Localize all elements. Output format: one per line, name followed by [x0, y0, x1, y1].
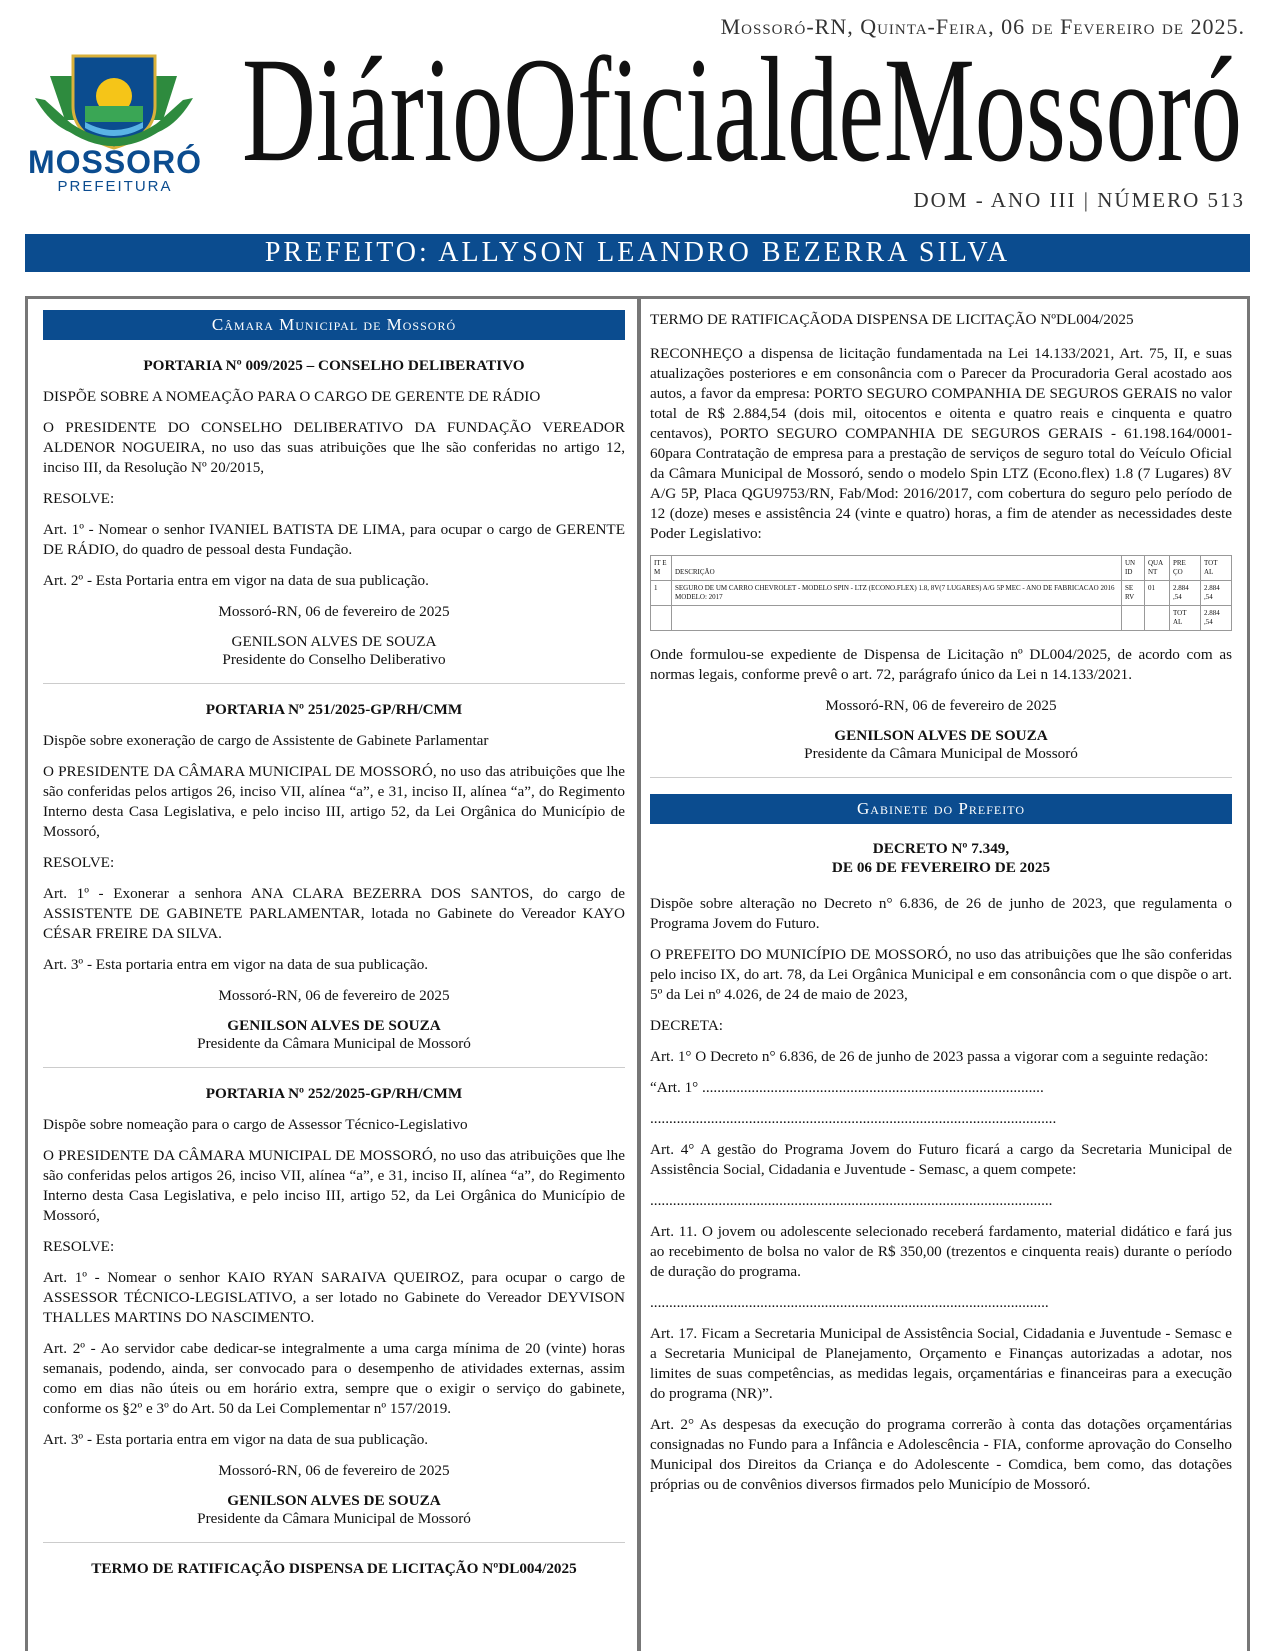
portaria-252-art2: Art. 2º - Ao servidor cabe dedicar-se integralmente a uma carga mínima de 20 (vinte) horas semanais, podendo, ainda, ser convocado para o desempenho de atividades externas, assim como em dias não úteis ou em horário extra, sempre que o exigir o serviço do gabinete, conforme os §2º e 3º do Art. 50 da Lei Complementar nº 157/2019. [43, 1340, 625, 1417]
portaria-252-art3: Art. 3º - Esta portaria entra em vigor na data de sua publicação. [43, 1431, 429, 1448]
portaria-252-subject: Dispõe sobre nomeação para o cargo de Assessor Técnico-Legislativo [43, 1116, 468, 1133]
column-divider [637, 298, 641, 1651]
portaria-252-art1: Art. 1º - Nomear o senhor KAIO RYAN SARAIVA QUEIROZ, para ocupar o cargo de ASSESSOR TÉCNICO-LEGISLATIVO, a ser lotado no Gabinete do Vereador DEYVISON THALLES MARTINS DO NASCIMENTO. [43, 1269, 625, 1326]
portaria-009-place: Mossoró-RN, 06 de fevereiro de 2025 [218, 603, 450, 620]
decreto-preamble: O PREFEITO DO MUNICÍPIO DE MOSSORÓ, no uso das atribuições que lhe são conferidas pelo inciso IX, do art. 78, da Lei Orgânica Municipal e em consonância com o que dispõe o art. 5º da Lei nº 4.026, de 24 de maio de 2023, [650, 946, 1232, 1003]
td-unid: SE RV [1122, 581, 1145, 606]
td-total-label: TOT AL [1170, 606, 1201, 631]
td-preco: 2.884 ,54 [1170, 581, 1201, 606]
masthead-title-text: DiárioOficialdeMossoró [242, 42, 1242, 182]
table-row [651, 581, 1232, 606]
section-gabinete: Gabinete do Prefeito [650, 794, 1232, 824]
portaria-009-art2: Art. 2º - Esta Portaria entra em vigor na data de sua publicação. [43, 572, 429, 589]
th-item: IT E M [651, 556, 672, 581]
th-total: TOT AL [1201, 556, 1232, 581]
portaria-251-art1: Art. 1º - Exonerar a senhora ANA CLARA BEZERRA DOS SANTOS, do cargo de ASSISTENTE DE GABINETE PARLAMENTAR, lotada no Gabinete do Vereador KAYO CÉSAR FREIRE DA SILVA. [43, 885, 625, 942]
quote-table [650, 555, 1232, 631]
decreto-dots-3: ......................................................................................................... [650, 1294, 1049, 1311]
td-item: 1 [651, 581, 672, 606]
decreto-decreta: DECRETA: [650, 1017, 724, 1034]
decreto-title-1: DECRETO Nº 7.349, [872, 840, 1010, 857]
portaria-009-resolve: RESOLVE: [43, 490, 115, 507]
decreto-art17: Art. 17. Ficam a Secretaria Municipal de Assistência Social, Cidadania e Juventude - Semasc e a Secretaria Municipal de Planejamento, Orçamento e Finanças autorizadas a adotar, nos limites de suas competências, as medidas legais, orçamentárias e financeiras para a execução do programa (NR)”. [650, 1325, 1232, 1402]
td-total-value: 2.884 ,54 [1201, 606, 1232, 631]
portaria-009-title: PORTARIA Nº 009/2025 – CONSELHO DELIBERATIVO [143, 357, 525, 374]
termo-title: TERMO DE RATIFICAÇÃODA DISPENSA DE LICITAÇÃO NºDL004/2025 [650, 311, 1134, 328]
portaria-251-art3: Art. 3º - Esta portaria entra em vigor na data de sua publicação. [43, 956, 429, 973]
td-desc: SEGURO DE UM CARRO CHEVROLET - MODELO SPIN - LTZ (ECONO.FLEX) 1.8, 8V(7 LUGARES) A/G 5P MEC - ANO DE FABRICACAO 2016 MODELO: 2017 [672, 581, 1122, 606]
portaria-251-title: PORTARIA Nº 251/2025-GP/RH/CMM [205, 701, 463, 718]
decreto-art1: Art. 1° O Decreto n° 6.836, de 26 de junho de 2023 passa a vigorar com a seguinte redação: [650, 1048, 1209, 1065]
termo-after: Onde formulou-se expediente de Dispensa de Licitação nº DL004/2025, de acordo com as normas legais, conforme prevê o art. 72, parágrafo único da Lei n 14.133/2021. [650, 646, 1232, 683]
portaria-251-signer: GENILSON ALVES DE SOUZA [227, 1017, 441, 1034]
portaria-252-signer: GENILSON ALVES DE SOUZA [227, 1492, 441, 1509]
decreto-dots-1: ........................................................................................................... [650, 1110, 1057, 1127]
right-column [650, 310, 1232, 1506]
decreto-art4: Art. 4° A gestão do Programa Jovem do Futuro ficará a cargo da Secretaria Municipal de Assistência Social, Cidadania e Juventude - Semasc, a quem compete: [650, 1141, 1232, 1178]
th-quant: QUA NT [1145, 556, 1170, 581]
logo-sub: PREFEITURA [57, 178, 173, 195]
portaria-252-role: Presidente da Câmara Municipal de Mossoró [197, 1510, 471, 1527]
th-preco: PRE ÇO [1170, 556, 1201, 581]
separator [43, 1067, 625, 1068]
termo-place: Mossoró-RN, 06 de fevereiro de 2025 [825, 697, 1057, 714]
portaria-252-title: PORTARIA Nº 252/2025-GP/RH/CMM [205, 1085, 463, 1102]
portaria-252-place: Mossoró-RN, 06 de fevereiro de 2025 [218, 1462, 450, 1479]
portaria-251-role: Presidente da Câmara Municipal de Mossoró [197, 1035, 471, 1052]
td-quant: 01 [1145, 581, 1170, 606]
separator [43, 683, 625, 684]
masthead-title [230, 42, 1255, 182]
termo-title-left: TERMO DE RATIFICAÇÃO DISPENSA DE LICITAÇÃO NºDL004/2025 [91, 1560, 577, 1577]
th-desc: DESCRIÇÃO [672, 556, 1122, 581]
termo-role: Presidente da Câmara Municipal de Mossoró [804, 745, 1078, 762]
portaria-009-preamble: O PRESIDENTE DO CONSELHO DELIBERATIVO DA FUNDAÇÃO VEREADOR ALDENOR NOGUEIRA, no uso das suas atribuições que lhe são conferidas no artigo 12, inciso III, da Resolução Nº 20/2015, [43, 419, 625, 476]
th-unid: UN ID [1122, 556, 1145, 581]
decreto-quote-art1: “Art. 1° .......................................................................................... [650, 1079, 1044, 1096]
portaria-009-art1: Art. 1º - Nomear o senhor IVANIEL BATISTA DE LIMA, para ocupar o cargo de GERENTE DE RÁDIO, do quadro de pessoal desta Fundação. [43, 521, 625, 558]
dateline: Mossoró-RN, Quinta-Feira, 06 de Fevereiro de 2025. [720, 14, 1245, 39]
termo-signer: GENILSON ALVES DE SOUZA [834, 727, 1048, 744]
logo-name: MOSSORÓ [27, 144, 203, 180]
city-logo [25, 48, 205, 208]
portaria-251-preamble: O PRESIDENTE DA CÂMARA MUNICIPAL DE MOSSORÓ, no uso das atribuições que lhe são conferidas pelos artigos 26, inciso VII, alínea “a”, e 31, inciso II, alínea “a”, do Regimento Interno desta Casa Legislativa, e pelo inciso III, artigo 52, da Lei Orgânica do Município de Mossoró, [43, 763, 625, 840]
portaria-252-resolve: RESOLVE: [43, 1238, 115, 1255]
issue-number: DOM - ANO III | NÚMERO 513 [913, 188, 1245, 212]
separator [43, 1542, 625, 1543]
portaria-009-role: Presidente do Conselho Deliberativo [222, 651, 446, 668]
mayor-bar: PREFEITO: ALLYSON LEANDRO BEZERRA SILVA [25, 234, 1250, 272]
decreto-art2: Art. 2° As despesas da execução do programa correrão à conta das dotações orçamentárias consignadas no Fundo para a Infância e Adolescência - FIA, conforme aprovação do Conselho Municipal dos Direitos da Criança e do Adolescente - Comdica, bem como, das dotações próprias ou de convênios diversos firmados pelo Município de Mossoró. [650, 1416, 1232, 1493]
portaria-252-preamble: O PRESIDENTE DA CÂMARA MUNICIPAL DE MOSSORÓ, no uso das atribuições que lhe são conferidas pelos artigos 26, inciso VII, alínea “a”, e 31, inciso II, alínea “a”, do Regimento Interno desta Casa Legislativa, e pelo inciso III, artigo 52, da Lei Orgânica do Município de Mossoró, [43, 1147, 625, 1224]
table-header-row [651, 556, 1232, 581]
separator [650, 777, 1232, 778]
table-total-row [651, 606, 1232, 631]
portaria-251-place: Mossoró-RN, 06 de fevereiro de 2025 [218, 987, 450, 1004]
portaria-251-resolve: RESOLVE: [43, 854, 115, 871]
portaria-251-subject: Dispõe sobre exoneração de cargo de Assistente de Gabinete Parlamentar [43, 732, 489, 749]
decreto-dots-2: .......................................................................................................... [650, 1192, 1053, 1209]
portaria-009-subject: DISPÕE SOBRE A NOMEAÇÃO PARA O CARGO DE GERENTE DE RÁDIO [43, 388, 541, 405]
section-camara: Câmara Municipal de Mossoró [43, 310, 625, 340]
decreto-art11: Art. 11. O jovem ou adolescente selecionado receberá fardamento, material didático e fará jus ao recebimento de bolsa no valor de R$ 350,00 (trezentos e cinquenta reais) durante o período de duração do programa. [650, 1223, 1232, 1280]
left-column [43, 310, 625, 1590]
termo-body: RECONHEÇO a dispensa de licitação fundamentada na Lei 14.133/2021, Art. 75, II, e suas atualizações posteriores e em consonância com o Parecer da Procuradoria Geral acostado aos autos, a favor da empresa: PORTO SEGURO COMPANHIA DE SEGUROS GERAIS no valor total de R$ 2.884,54 (dois mil, oitocentos e oitenta e quatro reais e cinquenta e quatro centavos), PORTO SEGURO COMPANHIA DE SEGUROS GERAIS - 61.198.164/0001-60para Contratação de empresa para a prestação de serviços de seguro total do Veículo Oficial da Câmara Municipal de Mossoró, sendo o modelo Spin LTZ (Econo.flex) 1.8 (7 Lugares) 8V A/G 5P, Placa QGU9753/RN, Fab/Mod: 2016/2017, com cobertura do seguro pelo período de 12 (doze) meses e assistência 24 (vinte e quatro) horas, a fim de atender as necessidades deste Poder Legislativo: [650, 345, 1232, 542]
decreto-ementa: Dispõe sobre alteração no Decreto n° 6.836, de 26 de junho de 2023, que regulamenta o Programa Jovem do Futuro. [650, 895, 1232, 932]
td-total: 2.884 ,54 [1201, 581, 1232, 606]
portaria-009-signer: GENILSON ALVES DE SOUZA [231, 633, 437, 650]
decreto-title-2: DE 06 DE FEVEREIRO DE 2025 [831, 859, 1051, 876]
